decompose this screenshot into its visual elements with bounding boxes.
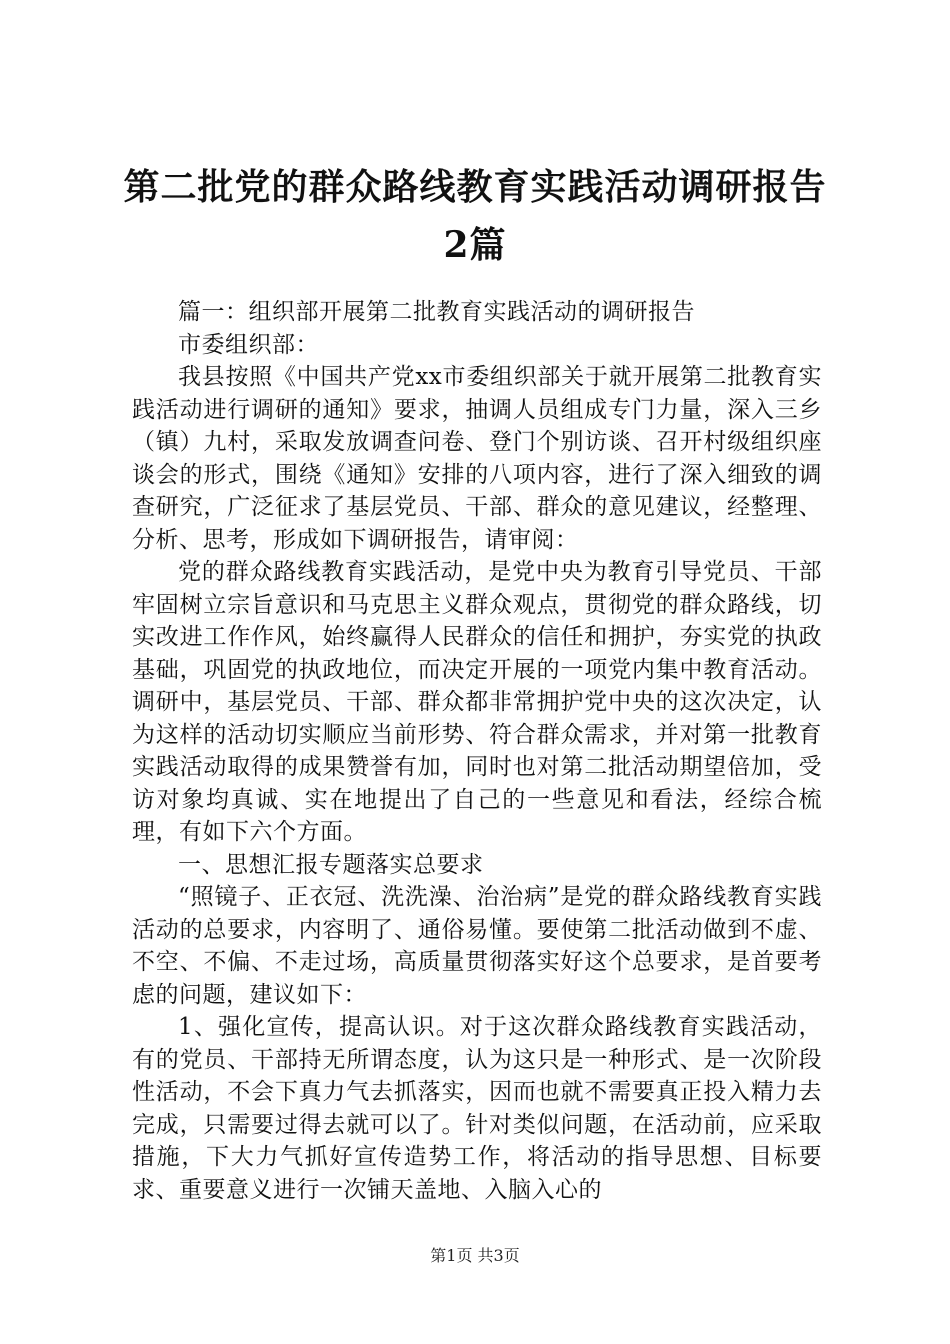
paragraph-background: 党的群众路线教育实践活动，是党中央为教育引导党员、干部牢固树立宗旨意识和马克思主义群众观点，贯彻党的群众路线，切实改进工作作风，始终赢得人民群众的信任和拥护，夯实党的执政基础，巩固党的执政地位，而决定开展的一项党内集中教育活动。调研中，基层党员、干部、群众都非常拥护党中央的这次决定，认为这样的活动切实顺应当前形势、符合群众需求，并对第一批教育实践活动取得的成果赞誉有加，同时也对第二批活动期望倍加，受访对象均真诚、实在地提出了自己的一些意见和看法，经综合梳理，有如下六个方面。 bbox=[132, 559, 822, 845]
paragraph-addressee: 市委组织部： bbox=[178, 331, 319, 358]
paragraph-item-1: 1、强化宣传，提高认识。对于这次群众路线教育实践活动，有的党员、干部持无所谓态度，认为这只是一种形式、是一次阶段性活动，不会下真力气去抓落实，因而也就不需要真正投入精力去完成，只需要过得去就可以了。针对类似问题，在活动前，应采取措施，下大力气抓好宣传造势工作，将活动的指导思想、目标要求、重要意义进行一次铺天盖地、入脑入心的 bbox=[132, 1014, 822, 1203]
paragraph-requirements: “照镜子、正衣冠、洗洗澡、治治病”是党的群众路线教育实践活动的总要求，内容明了、通俗易懂。要使第二批活动做到不虚、不空、不偏、不走过场，高质量贯彻落实好这个总要求，是首要考虑的问题，建议如下： bbox=[132, 884, 822, 1008]
page-number: 第1页 共3页 bbox=[430, 1246, 520, 1265]
paragraph-section-heading: 篇一：组织部开展第二批教育实践活动的调研报告 bbox=[178, 299, 695, 325]
paragraph-subheading-1: 一、思想汇报专题落实总要求 bbox=[178, 851, 484, 878]
document-body bbox=[132, 296, 822, 1206]
document-title: 第二批党的群众路线教育实践活动调研报告2篇 bbox=[123, 166, 827, 266]
paragraph-intro: 我县按照《中国共产党xx市委组织部关于就开展第二批教育实践活动进行调研的通知》要求，抽调人员组成专门力量，深入三乡（镇）九村，采取发放调查问卷、登门个别访谈、召开村级组织座谈会的形式，围绕《通知》安排的八项内容，进行了深入细致的调查研究，广泛征求了基层党员、干部、群众的意见建议，经整理、分析、思考，形成如下调研报告，请审阅： bbox=[132, 364, 822, 553]
